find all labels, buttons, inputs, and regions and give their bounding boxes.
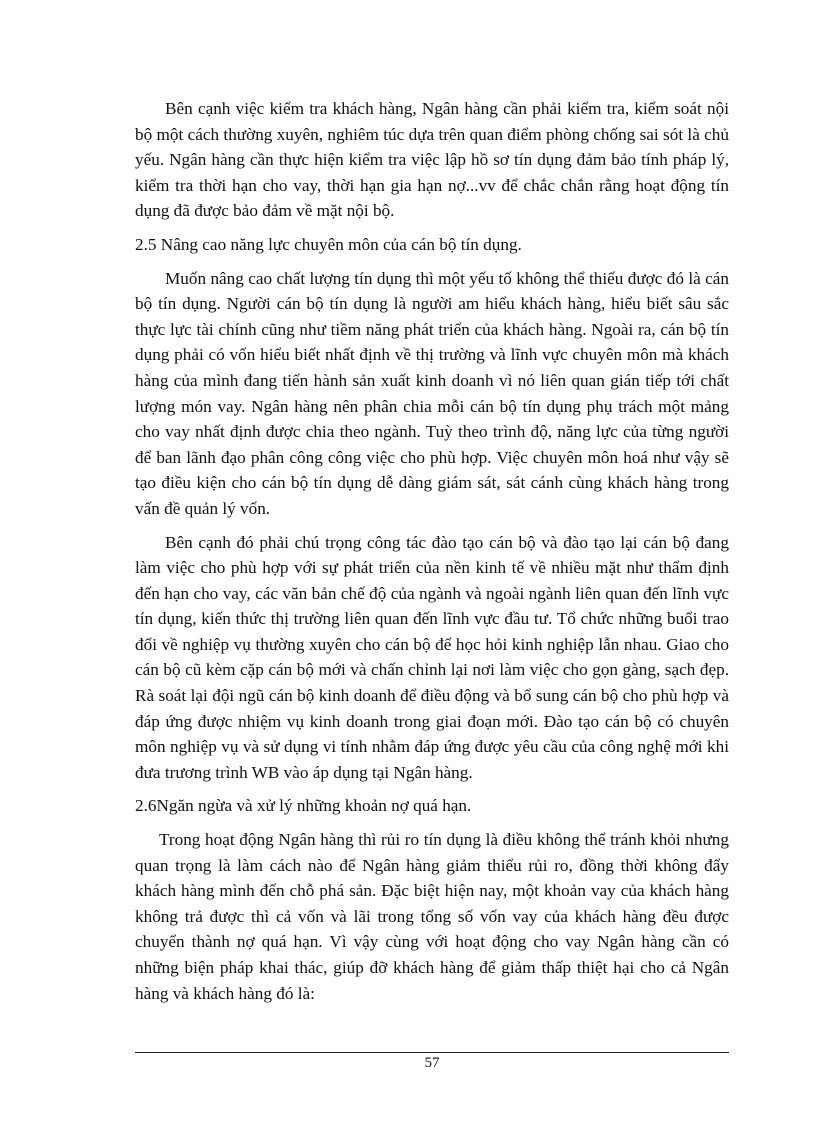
paragraph-staff-training: Bên cạnh đó phải chú trọng công tác đào tạo cán bộ và đào tạo lại cán bộ đang làm việc cho phù hợp với sự phát triển của nền kinh tế về nhiều mặt như thẩm định đến hạn cho vay, các văn bản chế độ của ngành và ngoài ngành liên quan đến lĩnh vực tín dụng, kiến thức thị trường liên quan đến lĩnh vực đầu tư. Tổ chức những buổi trao đổi về nghiệp vụ thường xuyên cho cán bộ để học hỏi kinh nghiệp lẫn nhau. Giao cho cán bộ cũ kèm cặp cán bộ mới và chấn chỉnh lại nơi làm việc cho gọn gàng, sạch đẹp. Rà soát lại đội ngũ cán bộ kinh doanh để điều động và bổ sung cán bộ cho phù hợp và đáp ứng được nhiệm vụ kinh doanh trong giai đoạn mới. Đào tạo cán bộ có chuyên môn nghiệp vụ và sử dụng vi tính nhằm đáp ứng được yêu cầu của công nghệ mới khi đưa trương trình WB vào áp dụng tại Ngân hàng.: [135, 532, 729, 782]
paragraph-credit-staff: Muốn nâng cao chất lượng tín dụng thì một yếu tố không thể thiếu được đó là cán bộ tín dụng. Người cán bộ tín dụng là người am hiểu khách hàng, hiểu biết sâu sắc thực lực tài chính cũng như tiềm năng phát triển của khách hàng. Ngoài ra, cán bộ tín dụng phải có vốn hiểu biết nhất định về thị trường và lĩnh vực chuyên môn mà khách hàng của mình đang tiến hành sản xuất kinh doanh vì nó liên quan gián tiếp tới chất lượng món vay. Ngân hàng nên phân chia mỗi cán bộ tín dụng phụ trách một mảng cho vay nhất định được chia theo ngành. Tuỳ theo trình độ, năng lực của từng người để ban lãnh đạo phân công công việc cho phù hợp. Việc chuyên môn hoá như vậy sẽ tạo điều kiện cho cán bộ tín dụng dễ dàng giám sát, sát cánh cùng khách hàng trong vấn đề quản lý vốn.: [135, 268, 729, 518]
page-number: 57: [424, 1055, 440, 1071]
paragraph-overdue-debt: Trong hoạt động Ngân hàng thì rủi ro tín dụng là điều không thể tránh khỏi nhưng quan trọng là làm cách nào để Ngân hàng giảm thiểu rủi ro, đồng thời không đẩy khách hàng mình đến chỗ phá sản. Đặc biệt hiện nay, một khoản vay của khách hàng không trả được thì cả vốn và lãi trong tổng số vốn vay của khách hàng đều được chuyển thành nợ quá hạn. Vì vậy cùng với hoạt động cho vay Ngân hàng cần có những biện pháp khai thác, giúp đỡ khách hàng để giảm thấp thiệt hại cho cả Ngân hàng và khách hàng đó là:: [135, 830, 729, 1003]
page-body: [135, 96, 729, 1014]
paragraph-internal-control: Bên cạnh việc kiểm tra khách hàng, Ngân hàng cần phải kiểm tra, kiểm soát nội bộ một cách thường xuyên, nghiêm túc dựa trên quan điểm phòng chống sai sót là chủ yếu. Ngân hàng cần thực hiện kiểm tra việc lập hồ sơ tín dụng đảm bảo tính pháp lý, kiểm tra thời hạn cho vay, thời hạn gia hạn nợ...vv để chắc chắn rằng hoạt động tín dụng đã được bảo đảm về mặt nội bộ.: [135, 99, 729, 221]
footer-divider: [135, 1052, 729, 1053]
section-heading-2-5: 2.5 Nâng cao năng lực chuyên môn của cán bộ tín dụng.: [135, 234, 522, 254]
section-heading-2-6: 2.6Ngăn ngừa và xử lý những khoản nợ quá hạn.: [135, 796, 472, 816]
